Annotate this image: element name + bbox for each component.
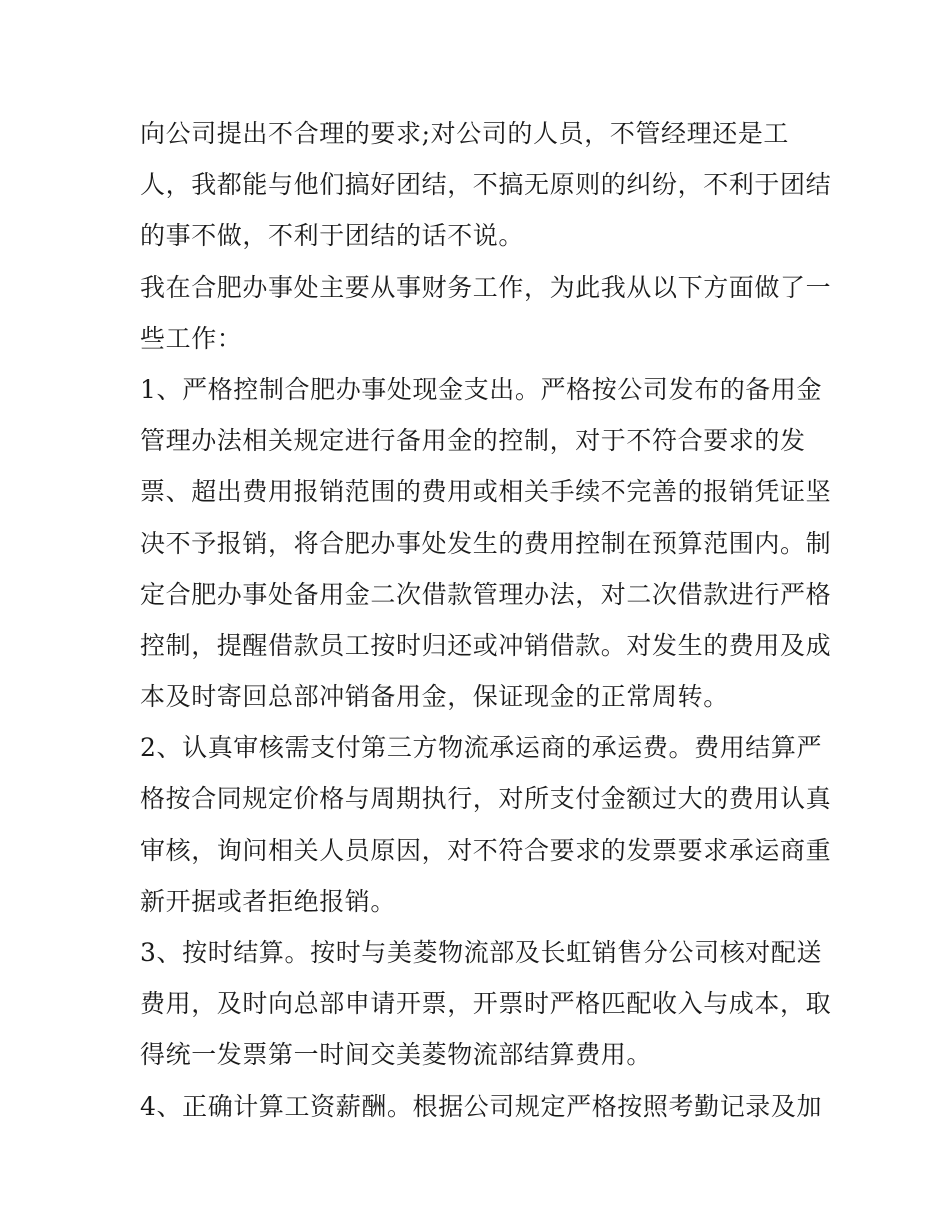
text-line: 定合肥办事处备用金二次借款管理办法，对二次借款进行严格 (140, 579, 832, 609)
text-line: 费用，及时向总部申请开票，开票时严格匹配收入与成本，取 (140, 989, 832, 1019)
text-line: 控制，提醒借款员工按时归还或冲销借款。对发生的费用及成 (140, 630, 832, 660)
document-body (140, 108, 832, 1132)
text-line: 3、按时结算。按时与美菱物流部及长虹销售分公司核对配送 (140, 938, 823, 967)
text-line: 1、严格控制合肥办事处现金支出。严格按公司发布的备用金 (140, 374, 823, 404)
text-line: 本及时寄回总部冲销备用金，保证现金的正常周转。 (140, 682, 729, 712)
text-line: 管理办法相关规定进行备用金的控制，对于不符合要求的发 (140, 426, 806, 456)
text-line: 格按合同规定价格与周期执行，对所支付金额过大的费用认真 (140, 784, 832, 814)
text-line: 2、认真审核需支付第三方物流承运商的承运费。费用结算严 (140, 733, 823, 763)
text-line: 我在合肥办事处主要从事财务工作，为此我从以下方面做了一 (140, 272, 832, 302)
text-line: 得统一发票第一时间交美菱物流部结算费用。 (140, 1040, 653, 1070)
text-line: 审核，询问相关人员原因，对不符合要求的发票要求承运商重 (140, 835, 832, 865)
text-line: 向公司提出不合理的要求;对公司的人员，不管经理还是工 (140, 119, 790, 148)
text-line: 人，我都能与他们搞好团结，不搞无原则的纠纷，不利于团结 (140, 170, 832, 200)
text-line: 票、超出费用报销范围的费用或相关手续不完善的报销凭证坚 (140, 477, 832, 507)
text-line: 的事不做，不利于团结的话不说。 (140, 221, 525, 251)
text-line: 新开据或者拒绝报销。 (140, 886, 397, 916)
text-line: 些工作： (140, 323, 243, 353)
text-line: 4、正确计算工资薪酬。根据公司规定严格按照考勤记录及加 (140, 1091, 823, 1121)
text-line: 决不予报销，将合肥办事处发生的费用控制在预算范围内。制 (140, 528, 832, 558)
